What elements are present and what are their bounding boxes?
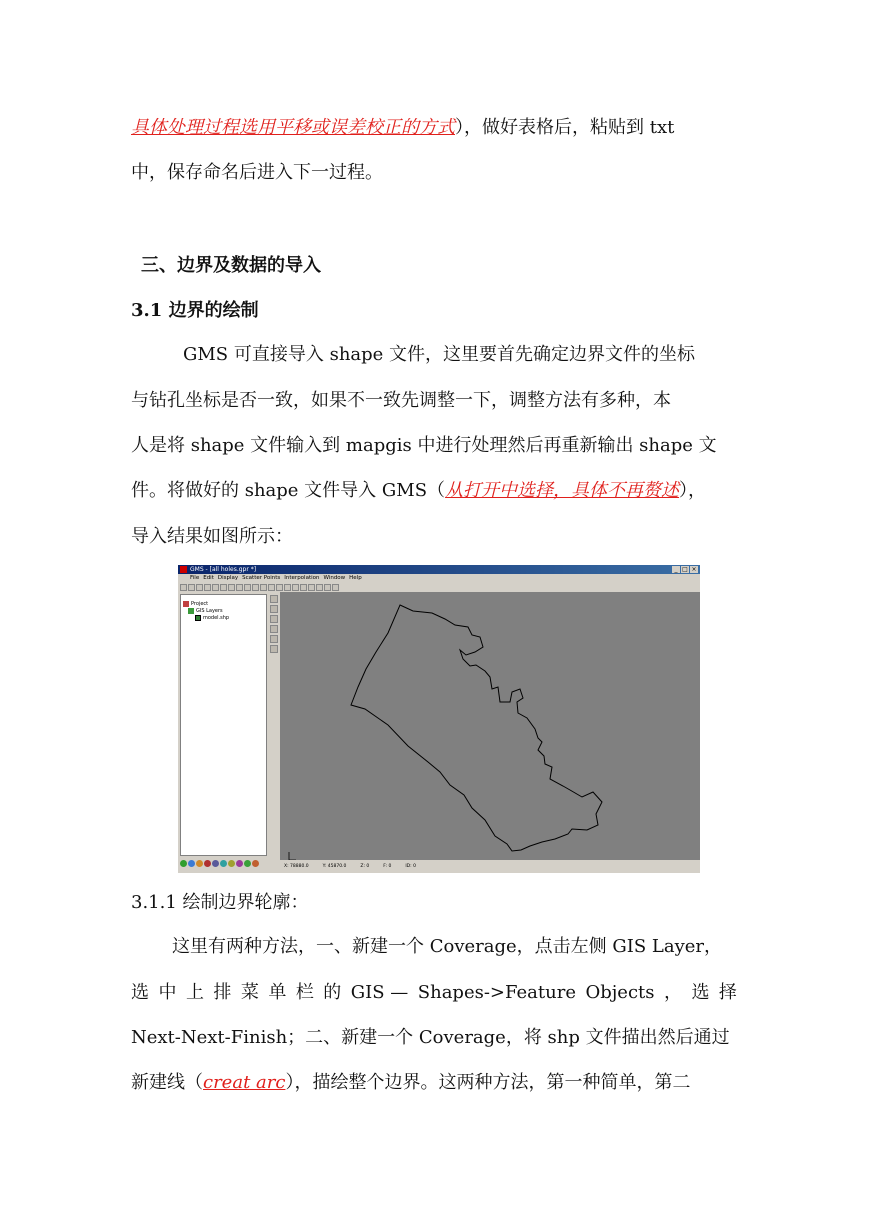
paragraph2-line3: 人是将 shape 文件输入到 mapgis 中进行处理然后再重新输出 shape 文 [131,435,717,456]
tool-icon[interactable] [300,584,307,591]
menu-display[interactable]: Display [217,575,239,581]
print-icon[interactable] [204,584,211,591]
word: 菜 [240,982,259,1003]
menu-bar [178,574,700,583]
menu-interpolation[interactable]: Interpolation [284,575,320,581]
tool-icon[interactable] [252,584,259,591]
paragraph1-line2: 中，保存命名后进入下一过程。 [131,162,383,183]
tool-icon[interactable] [276,584,283,591]
word: 选 [691,982,710,1003]
boundary-polygon-svg [280,592,700,860]
save-icon[interactable] [196,584,203,591]
minimize-icon[interactable]: _ [672,566,680,573]
app-icon [180,566,187,573]
status-id: ID: 0 [405,864,416,869]
word: 排 [213,982,232,1003]
paragraph1-line1 [131,117,674,139]
subsubsection-heading: 3.1.1 绘制边界轮廓： [131,892,309,913]
project-icon [183,601,189,607]
menu-help[interactable]: Help [349,575,362,581]
paragraph2-line1: GMS 可直接导入 shape 文件，这里要首先确定边界文件的坐标 [183,344,696,365]
tool-icon[interactable] [324,584,331,591]
module-icon[interactable] [252,860,259,867]
tool-icon[interactable] [236,584,243,591]
status-y: Y: 45870.0 [322,864,347,869]
word: 择 [718,982,737,1003]
module-icon[interactable] [244,860,251,867]
status-x: X: 78880.0 [284,864,309,869]
module-icon[interactable] [228,860,235,867]
status-z: Z: 0 [360,864,370,869]
arc-tool-icon[interactable] [270,635,278,643]
select-tool-icon[interactable] [270,595,278,603]
module-icon[interactable] [180,860,187,867]
menu-edit[interactable]: Edit [203,575,214,581]
open-icon[interactable] [188,584,195,591]
tool-icon[interactable] [260,584,267,591]
zoom-tool-icon[interactable] [270,605,278,613]
tool-icon[interactable] [308,584,315,591]
vertical-toolbar [269,594,279,856]
tool-icon[interactable] [220,584,227,591]
module-icon[interactable] [204,860,211,867]
red-italic-text: 从打开中选择，具体不再赘述 [445,480,680,501]
checkbox-icon[interactable] [195,615,201,621]
module-toolbar [180,860,280,870]
axis-triad-icon [289,852,296,860]
subsection-heading: 3.1 边界的绘制 [131,300,259,321]
module-icon[interactable] [188,860,195,867]
tool-icon[interactable] [292,584,299,591]
module-icon[interactable] [212,860,219,867]
word: ， [663,982,682,1003]
module-icon[interactable] [236,860,243,867]
text: ）， [679,480,707,501]
status-f: F: 0 [383,864,392,869]
text: ），描绘整个边界。这两种方法，第一种简单，第二 [285,1072,691,1093]
gis-layer-icon [188,608,194,614]
word: Shapes->Feature [417,982,576,1003]
text: ），做好表格后，粘贴到 txt [455,117,675,138]
paragraph3-line3: Next-Next-Finish；二、新建一个 Coverage，将 shp 文件描出然后通过 [131,1027,730,1048]
tree-node-project[interactable]: Project [183,601,208,607]
text: 件。将做好的 shape 文件导入 GMS（ [131,480,446,501]
rotate-tool-icon[interactable] [270,625,278,633]
section-heading: 三、边界及数据的导入 [141,255,321,276]
gms-screenshot [178,565,700,873]
menu-file[interactable]: File [190,575,200,581]
tree-node-gis-layers[interactable]: GIS Layers [188,608,223,614]
tool-icon[interactable] [332,584,339,591]
window-controls [672,566,698,573]
text: 新建线（ [131,1072,203,1093]
boundary-outline [351,605,602,851]
close-icon[interactable]: × [691,566,697,573]
window-titlebar [178,565,700,574]
pan-tool-icon[interactable] [270,615,278,623]
word: GIS — [350,982,409,1003]
word: 中 [158,982,177,1003]
red-italic-text: 具体处理过程选用平移或误差校正的方式 [131,117,455,138]
tool-icon[interactable] [316,584,323,591]
paragraph2-line4 [131,480,706,502]
paragraph2-line2: 与钻孔坐标是否一致，如果不一致先调整一下，调整方法有多种，本 [131,390,671,411]
status-bar [280,862,700,872]
tool-icon[interactable] [212,584,219,591]
toolbar [178,583,700,592]
menu-scatter-points[interactable]: Scatter Points [242,575,281,581]
module-icon[interactable] [196,860,203,867]
word: 上 [185,982,204,1003]
tool-icon[interactable] [268,584,275,591]
tool-icon[interactable] [284,584,291,591]
word: 选 [131,982,149,1003]
paragraph2-line5: 导入结果如图所示： [131,526,293,547]
paragraph3-line1: 这里有两种方法，一、新建一个 Coverage，点击左侧 GIS Layer， [172,936,723,957]
tree-node-shapefile[interactable]: model.shp [195,615,229,621]
tool-icon[interactable] [244,584,251,591]
red-italic-text: creat arc [203,1072,286,1093]
paragraph3-line4 [131,1072,690,1094]
window-title: GMS - [all holes.gpr *] [190,566,257,573]
new-icon[interactable] [180,584,187,591]
word: 的 [323,982,342,1003]
tool-icon[interactable] [228,584,235,591]
point-tool-icon[interactable] [270,645,278,653]
paragraph3-line2 [131,982,737,1004]
word: 栏 [295,982,314,1003]
module-icon[interactable] [220,860,227,867]
word: 单 [268,982,287,1003]
maximize-icon[interactable]: □ [682,566,688,573]
graphics-window[interactable] [280,592,700,860]
project-explorer [180,594,267,856]
menu-window[interactable]: Window [323,575,346,581]
word: Objects [585,982,655,1003]
